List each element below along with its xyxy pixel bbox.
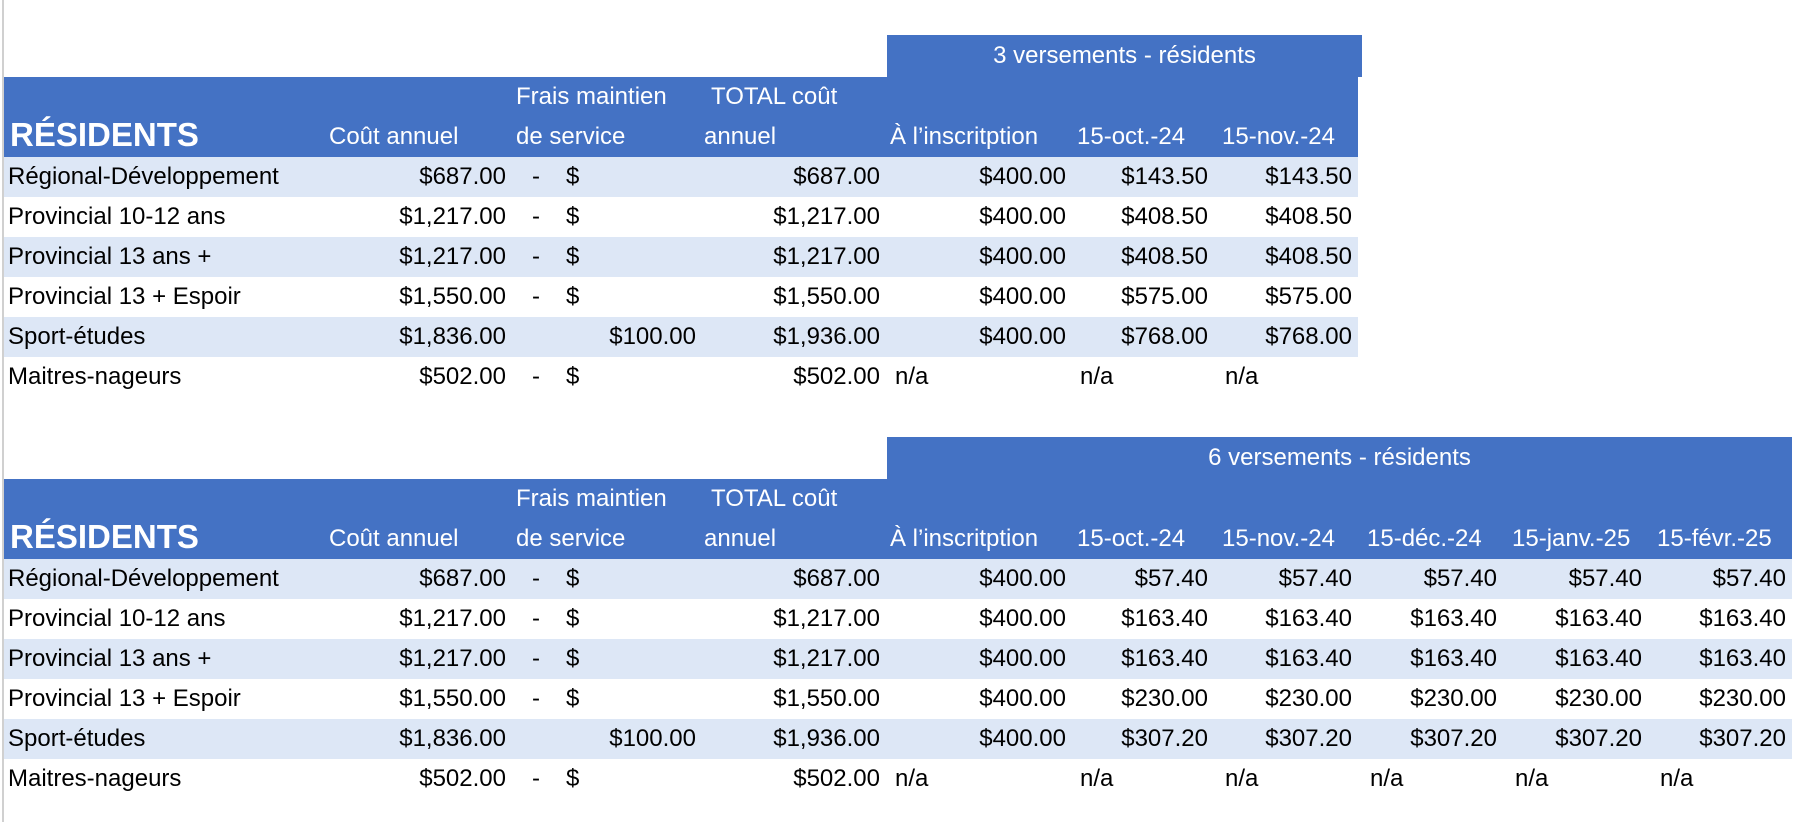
cell-frais	[524, 197, 696, 237]
cell-installment: $768.00	[1121, 323, 1208, 350]
cell-cout-annuel: $687.00	[419, 565, 506, 592]
cell-frais-sign: $	[566, 203, 580, 230]
table-row	[4, 237, 1358, 277]
cell-frais-sign: $	[566, 363, 580, 390]
cell-installment: $57.40	[1278, 565, 1352, 592]
table-row	[4, 679, 1792, 719]
cell-installment: n/a	[895, 765, 929, 792]
cell-installment: $307.20	[1410, 725, 1497, 752]
column-header-row	[4, 479, 1792, 559]
table-row	[4, 559, 1792, 599]
col-header-frais-line2: de service	[516, 123, 626, 150]
cell-frais-dash: -	[532, 685, 540, 712]
cell-frais	[524, 599, 696, 639]
row-name: Provincial 13 + Espoir	[8, 283, 241, 310]
cell-installment: $307.20	[1699, 725, 1786, 752]
table-row	[4, 317, 1358, 357]
group-label: 3 versements - résidents	[993, 42, 1256, 69]
cell-cout-annuel: $1,217.00	[399, 203, 506, 230]
cell-installment: $408.50	[1265, 203, 1352, 230]
cell-installment: $163.40	[1699, 645, 1786, 672]
cell-installment: $400.00	[979, 323, 1066, 350]
cell-frais	[524, 639, 696, 679]
table-row	[4, 759, 1792, 799]
cell-installment: $400.00	[979, 203, 1066, 230]
cell-frais	[524, 157, 696, 197]
cell-frais	[524, 357, 696, 397]
cell-frais	[524, 559, 696, 599]
table-row	[4, 719, 1792, 759]
cell-cout-annuel: $1,836.00	[399, 725, 506, 752]
cell-frais-sign: $	[566, 685, 580, 712]
cell-installment: $400.00	[979, 163, 1066, 190]
row-name: Maitres-nageurs	[8, 363, 182, 390]
col-header-frais-line1: Frais maintien	[516, 485, 667, 512]
table-row	[4, 157, 1358, 197]
cell-installment: $408.50	[1121, 243, 1208, 270]
cell-frais-dash: -	[532, 565, 540, 592]
cell-installment: $230.00	[1699, 685, 1786, 712]
cell-installment: n/a	[1225, 363, 1259, 390]
cell-installment: $307.20	[1555, 725, 1642, 752]
cell-frais	[524, 277, 696, 317]
col-header-cout-annuel: Coût annuel	[329, 123, 459, 150]
cell-frais-dash: -	[532, 645, 540, 672]
cell-installment: $408.50	[1121, 203, 1208, 230]
col-header-total-line2: annuel	[704, 123, 777, 150]
cell-frais	[524, 759, 696, 799]
cell-installment: $163.40	[1121, 605, 1208, 632]
cell-installment: n/a	[1515, 765, 1549, 792]
cell-cout-annuel: $502.00	[419, 765, 506, 792]
cell-frais-dash: -	[532, 363, 540, 390]
col-header-installment: 15-nov.-24	[1222, 525, 1335, 552]
cell-installment: $57.40	[1423, 565, 1497, 592]
group-header-row	[887, 437, 1792, 479]
cell-cout-annuel: $1,836.00	[399, 323, 506, 350]
cell-installment: $400.00	[979, 565, 1066, 592]
row-name: Sport-études	[8, 725, 146, 752]
cell-installment: n/a	[1225, 765, 1259, 792]
cell-installment: $400.00	[979, 725, 1066, 752]
row-name: Régional-Développement	[8, 163, 279, 190]
cell-installment: n/a	[895, 363, 929, 390]
cell-frais	[524, 237, 696, 277]
cell-installment: $230.00	[1121, 685, 1208, 712]
cell-installment: $143.50	[1265, 163, 1352, 190]
cell-frais-sign: $	[566, 605, 580, 632]
cell-frais-sign: $	[566, 765, 580, 792]
cell-cout-annuel: $1,217.00	[399, 645, 506, 672]
row-name: Régional-Développement	[8, 565, 279, 592]
cell-frais: $100.00	[609, 725, 696, 752]
cell-installment: n/a	[1660, 765, 1694, 792]
group-label: 6 versements - résidents	[1208, 444, 1471, 471]
cell-installment: $230.00	[1555, 685, 1642, 712]
cell-total: $687.00	[793, 565, 880, 592]
cell-cout-annuel: $687.00	[419, 163, 506, 190]
cell-installment: $57.40	[1712, 565, 1786, 592]
cell-installment: $575.00	[1265, 283, 1352, 310]
cell-frais: $100.00	[609, 323, 696, 350]
cell-installment: n/a	[1080, 363, 1114, 390]
group-header-row	[887, 35, 1362, 77]
row-name: Sport-études	[8, 323, 146, 350]
cell-total: $1,550.00	[773, 283, 880, 310]
cell-installment: $230.00	[1265, 685, 1352, 712]
col-header-installment: 15-oct.-24	[1077, 525, 1186, 552]
cell-cout-annuel: $1,550.00	[399, 283, 506, 310]
table-row	[4, 357, 1358, 397]
cell-frais	[524, 679, 696, 719]
col-header-installment: 15-oct.-24	[1077, 123, 1186, 150]
cell-frais-sign: $	[566, 565, 580, 592]
cell-frais-dash: -	[532, 243, 540, 270]
col-header-installment: 15-janv.-25	[1512, 525, 1631, 552]
cell-installment: $163.40	[1699, 605, 1786, 632]
cell-frais-dash: -	[532, 765, 540, 792]
cell-total: $1,936.00	[773, 323, 880, 350]
cell-total: $1,217.00	[773, 645, 880, 672]
col-header-total-line1: TOTAL coût	[711, 485, 838, 512]
cell-frais-dash: -	[532, 163, 540, 190]
cell-frais-dash: -	[532, 203, 540, 230]
col-header-total-line1: TOTAL coût	[711, 83, 838, 110]
cell-installment: $400.00	[979, 685, 1066, 712]
cell-installment: $163.40	[1555, 645, 1642, 672]
cell-installment: $400.00	[979, 605, 1066, 632]
row-name: Maitres-nageurs	[8, 765, 182, 792]
column-header-row	[4, 77, 1358, 157]
cell-cout-annuel: $502.00	[419, 363, 506, 390]
table-row	[4, 277, 1358, 317]
cell-installment: $57.40	[1568, 565, 1642, 592]
cell-installment: $163.40	[1121, 645, 1208, 672]
cell-frais-sign: $	[566, 283, 580, 310]
col-header-installment: À l’inscritption	[890, 123, 1039, 150]
col-header-frais-line1: Frais maintien	[516, 83, 667, 110]
cell-total: $502.00	[793, 363, 880, 390]
cell-frais-dash: -	[532, 605, 540, 632]
col-header-installment: À l’inscritption	[890, 525, 1039, 552]
col-header-installment: 15-déc.-24	[1367, 525, 1482, 552]
cell-installment: $400.00	[979, 283, 1066, 310]
cell-installment: $307.20	[1121, 725, 1208, 752]
cell-installment: n/a	[1370, 765, 1404, 792]
col-header-frais-line2: de service	[516, 525, 626, 552]
row-name: Provincial 10-12 ans	[8, 605, 226, 632]
cell-installment: $163.40	[1265, 605, 1352, 632]
row-name: Provincial 13 ans +	[8, 243, 212, 270]
row-name: Provincial 10-12 ans	[8, 203, 226, 230]
col-header-installment: 15-févr.-25	[1657, 525, 1772, 552]
table-row	[4, 599, 1792, 639]
cell-installment: $57.40	[1134, 565, 1208, 592]
cell-cout-annuel: $1,217.00	[399, 605, 506, 632]
cell-total: $1,936.00	[773, 725, 880, 752]
table-row	[4, 197, 1358, 237]
cell-installment: $307.20	[1265, 725, 1352, 752]
cell-total: $1,217.00	[773, 243, 880, 270]
cell-total: $1,550.00	[773, 685, 880, 712]
cell-total: $502.00	[793, 765, 880, 792]
cell-frais-sign: $	[566, 163, 580, 190]
cell-installment: $163.40	[1265, 645, 1352, 672]
table-row	[4, 639, 1792, 679]
cell-installment: $163.40	[1410, 645, 1497, 672]
cell-installment: $143.50	[1121, 163, 1208, 190]
cell-frais-dash: -	[532, 283, 540, 310]
col-header-total-line2: annuel	[704, 525, 777, 552]
row-name: Provincial 13 ans +	[8, 645, 212, 672]
col-header-installment: 15-nov.-24	[1222, 123, 1335, 150]
cell-total: $1,217.00	[773, 605, 880, 632]
cell-total: $687.00	[793, 163, 880, 190]
cell-cout-annuel: $1,217.00	[399, 243, 506, 270]
cell-frais-sign: $	[566, 645, 580, 672]
cell-total: $1,217.00	[773, 203, 880, 230]
cell-installment: $163.40	[1555, 605, 1642, 632]
cell-installment: $400.00	[979, 645, 1066, 672]
col-header-cout-annuel: Coût annuel	[329, 525, 459, 552]
cell-installment: $230.00	[1410, 685, 1497, 712]
table-title: RÉSIDENTS	[10, 116, 199, 153]
cell-installment: $575.00	[1121, 283, 1208, 310]
cell-frais-sign: $	[566, 243, 580, 270]
cell-installment: $163.40	[1410, 605, 1497, 632]
cell-installment: $400.00	[979, 243, 1066, 270]
table-title: RÉSIDENTS	[10, 518, 199, 555]
cell-installment: $768.00	[1265, 323, 1352, 350]
row-name: Provincial 13 + Espoir	[8, 685, 241, 712]
cell-installment: $408.50	[1265, 243, 1352, 270]
cell-installment: n/a	[1080, 765, 1114, 792]
cell-cout-annuel: $1,550.00	[399, 685, 506, 712]
